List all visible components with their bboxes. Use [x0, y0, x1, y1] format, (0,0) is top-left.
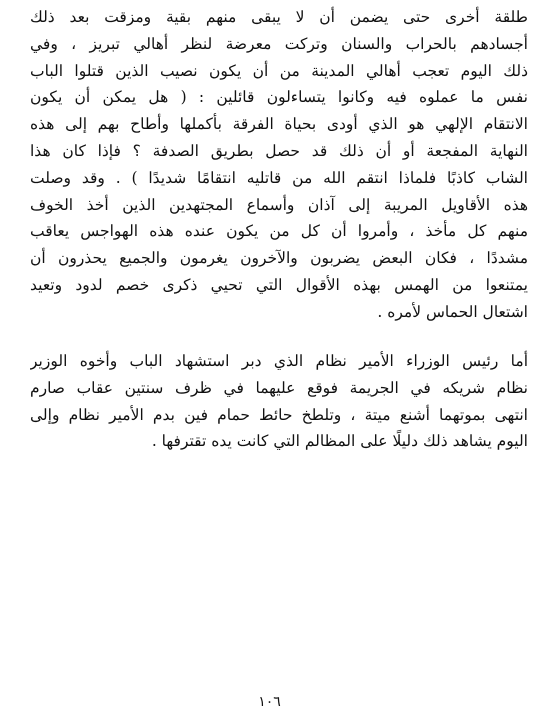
text-line: أما رئيس الوزراء الأمير نظام الذي دبر استشهاد الباب وأخوه الوزير	[30, 352, 528, 370]
text-line: اشتعال الحماس لأمره .	[377, 302, 528, 321]
text-line: مشددًا ، فكان البعض يضربون والآخرون يغرمون والجميع يحذرون أن	[30, 249, 528, 268]
paragraph-2	[30, 348, 528, 455]
text-line: اليوم يشاهد ذلك دليلًا على المظالم التي كانت يده تقترفها .	[151, 432, 528, 451]
text-line: يمتنعوا من الهمس بهذه الأقوال التي تحيي ذكرى خصم لدود وتعيد	[30, 275, 528, 294]
text-line: الشاب كاذبًا فلماذا انتقم الله من قاتليه انتقامًا شديدًا ) . وقد وصلت	[30, 168, 528, 187]
text-line: أجسادهم بالحراب والسنان وتركت معرضة لنظر أهالي تبريز ، وفي	[30, 34, 528, 53]
text-line: هذه الأقاويل المريبة إلى آذان وأسماع المجتهدين الذين أخذ الخوف	[30, 195, 528, 214]
text-line: النهاية المفجعة أو أن ذلك قد حصل بطريق الصدفة ؟ فإذا كان هذا	[30, 141, 528, 160]
text-line: منهم كل مأخذ ، وأمروا أن كل من يكون عنده هذه الهواجس يعاقب	[30, 222, 528, 241]
text-line: الانتقام الإلهي هو الذي أودى بحياة الفرقة بأكملها وأطاح بهم إلى هذه	[30, 115, 528, 134]
text-line: نفس ما عملوه فيه وكانوا يتساءلون قائلين : ( هل يمكن أن يكون	[30, 88, 528, 107]
page-number: ١٠٦	[258, 694, 281, 710]
text-line: نظام شريكه في الجريمة فوقع عليهما في ظرف سنتين عقاب صارم	[30, 378, 528, 397]
text-line: طلقة أخرى حتى يضمن أن لا يبقى منهم بقية ومزقت بعد ذلك	[30, 8, 528, 26]
paragraph-1	[30, 4, 528, 326]
text-line: انتهى بموتهما أشنع ميتة ، وتلطخ حائط حمام فين بدم الأمير نظام وإلى	[30, 405, 528, 424]
text-line: ذلك اليوم تعجب أهالي المدينة من أن يكون نصيب الذين قتلوا الباب	[30, 61, 528, 80]
